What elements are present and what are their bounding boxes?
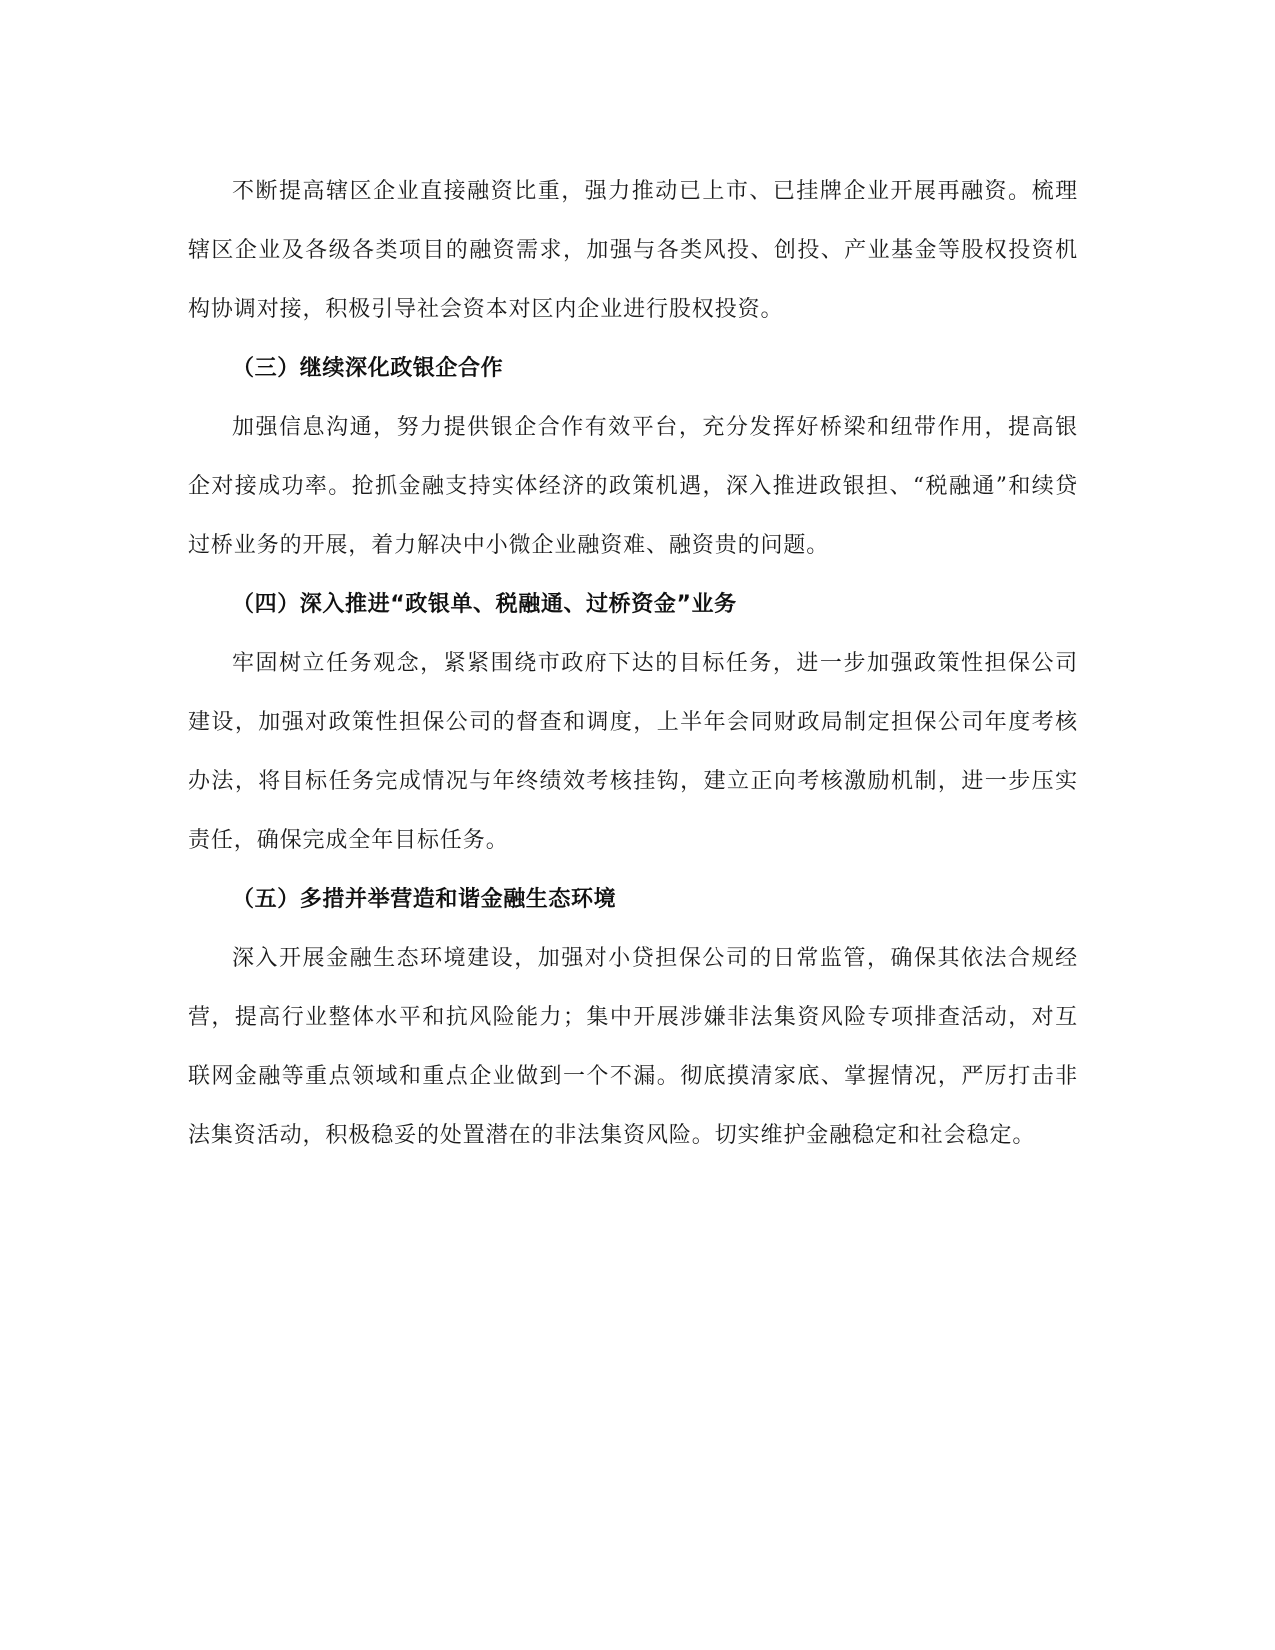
paragraph-bank-enterprise-cooperation: 加强信息沟通，努力提供银企合作有效平台，充分发挥好桥梁和纽带作用，提高银企对接成功率。抢抓金融支持实体经济的政策机遇，深入推进政银担、“税融通”和续贷过桥业务的开展，着力解决中小微企业融资难、融资贵的问题。 (188, 415, 1078, 558)
paragraph-guarantee-company: 牢固树立任务观念，紧紧围绕市政府下达的目标任务，进一步加强政策性担保公司建设，加强对政策性担保公司的督查和调度，上半年会同财政局制定担保公司年度考核办法，将目标任务完成情况与年终绩效考核挂钩，建立正向考核激励机制，进一步压实责任，确保完成全年目标任务。 (188, 651, 1078, 853)
paragraph-financial-ecology: 深入开展金融生态环境建设，加强对小贷担保公司的日常监管，确保其依法合规经营，提高行业整体水平和抗风险能力；集中开展涉嫌非法集资风险专项排查活动，对互联网金融等重点领域和重点企业做到一个不漏。彻底摸清家底、掌握情况，严厉打击非法集资活动，积极稳妥的处置潜在的非法集资风险。切实维护金融稳定和社会稳定。 (188, 946, 1078, 1148)
section-heading-5: （五）多措并举营造和谐金融生态环境 (232, 887, 617, 912)
document-body (188, 162, 1078, 1165)
section-heading-4: （四）深入推进“政银单、税融通、过桥资金”业务 (232, 592, 737, 617)
section-heading-3: （三）继续深化政银企合作 (232, 356, 504, 381)
paragraph-direct-financing: 不断提高辖区企业直接融资比重，强力推动已上市、已挂牌企业开展再融资。梳理辖区企业及各级各类项目的融资需求，加强与各类风投、创投、产业基金等股权投资机构协调对接，积极引导社会资本对区内企业进行股权投资。 (188, 179, 1078, 322)
